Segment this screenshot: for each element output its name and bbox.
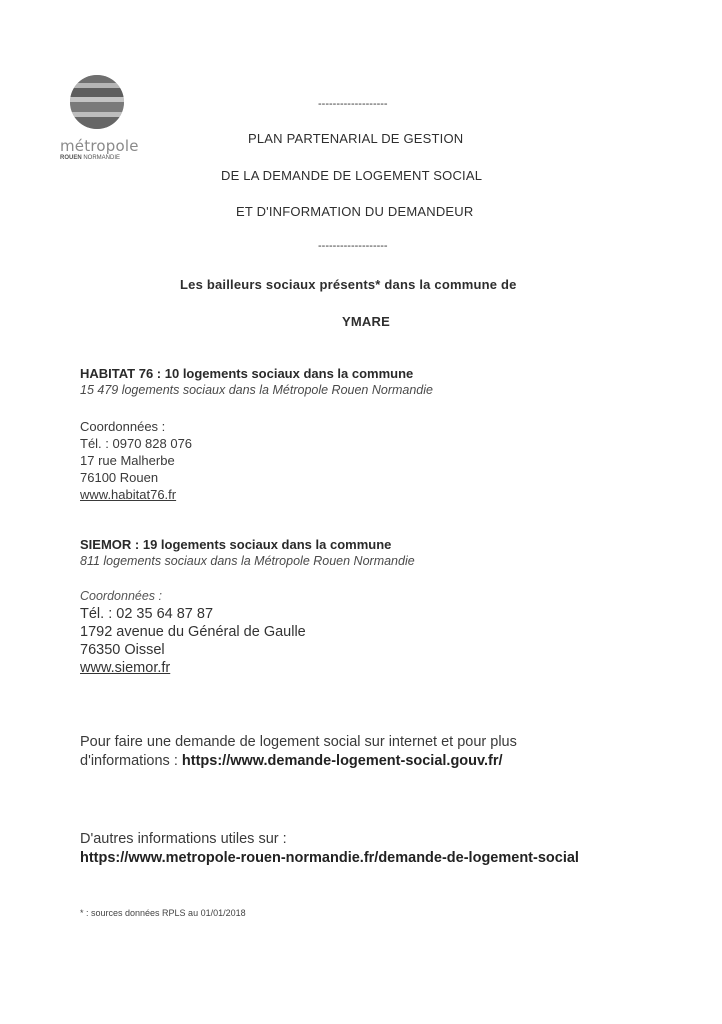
metropole-logo (60, 75, 150, 165)
header-line-1: PLAN PARTENARIAL DE GESTION (248, 131, 464, 146)
logo-subtitle: ROUEN NORMANDIE (60, 155, 121, 161)
demande-url-link[interactable]: https://www.demande-logement-social.gouv.fr/ (181, 753, 503, 769)
coord-label: Coordonnées : (80, 419, 166, 434)
footnote: * : sources données RPLS au 01/01/2018 (80, 908, 246, 918)
coord-label: Coordonnées : (80, 589, 163, 603)
city: 76100 Rouen (80, 470, 159, 485)
bailleur-2-title: SIEMOR : 19 logements sociaux dans la commune (80, 537, 392, 552)
other-info-text: D'autres informations utiles sur : (80, 831, 287, 847)
street-address: 1792 avenue du Général de Gaulle (80, 624, 306, 640)
bailleur-2-coordinates (80, 587, 306, 677)
phone-number: Tél. : 02 35 64 87 87 (80, 606, 214, 622)
online-request-line-1: Pour faire une demande de logement social sur internet et pour plus (80, 734, 517, 750)
commune-name: YMARE (342, 314, 390, 329)
header-separator-top: ------------------- (318, 98, 388, 110)
header-line-3: ET D'INFORMATION DU DEMANDEUR (236, 204, 474, 219)
online-request-paragraph (80, 733, 700, 771)
other-info-paragraph (80, 830, 710, 868)
logo-emblem-icon (70, 75, 124, 129)
intro-line: Les bailleurs sociaux présents* dans la commune de (180, 277, 517, 292)
website-link[interactable]: www.siemor.fr (80, 660, 171, 676)
street-address: 17 rue Malherbe (80, 453, 175, 468)
bailleur-1-title: HABITAT 76 : 10 logements sociaux dans la commune (80, 366, 414, 381)
city: 76350 Oissel (80, 642, 165, 658)
logo-wordmark: métropole (60, 137, 139, 155)
phone-number: Tél. : 0970 828 076 (80, 436, 193, 451)
metropole-url-link[interactable]: https://www.metropole-rouen-normandie.fr/demande-de-logement-social (80, 850, 579, 866)
header-line-2: DE LA DEMANDE DE LOGEMENT SOCIAL (221, 168, 483, 183)
bailleur-1-coordinates (80, 418, 192, 503)
bailleur-1-subtitle: 15 479 logements sociaux dans la Métropole Rouen Normandie (80, 383, 433, 397)
header-separator-bottom: ------------------- (318, 240, 388, 252)
website-link[interactable]: www.habitat76.fr (80, 487, 177, 502)
online-request-line-2: d'informations : https://www.demande-logement-social.gouv.fr/ (80, 753, 503, 769)
bailleur-2-subtitle: 811 logements sociaux dans la Métropole Rouen Normandie (80, 554, 415, 568)
